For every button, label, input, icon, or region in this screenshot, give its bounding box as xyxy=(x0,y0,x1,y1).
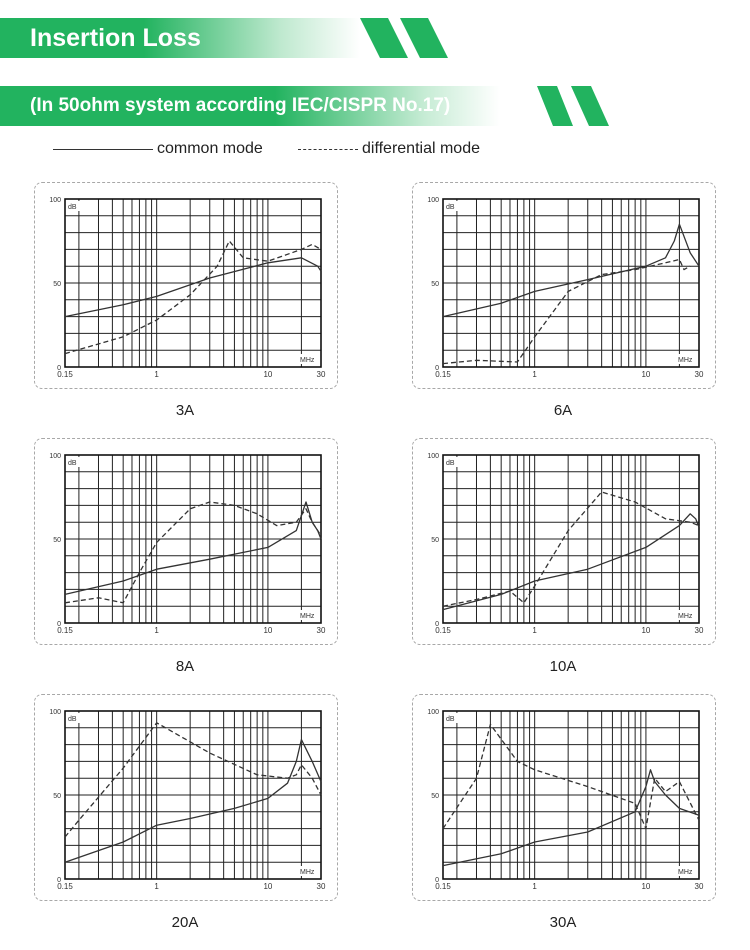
x-tick-label: 10 xyxy=(641,882,651,891)
y-tick-label: 50 xyxy=(431,281,439,288)
x-tick-label: 0.15 xyxy=(435,882,451,891)
y-tick-label: 100 xyxy=(427,709,439,716)
stripe-shape xyxy=(537,86,573,126)
common-mode-legend-line xyxy=(53,149,153,150)
section-title: Insertion Loss xyxy=(30,24,201,52)
chart-grid-lines xyxy=(65,711,321,879)
insertion-loss-chart xyxy=(413,183,715,388)
insertion-loss-chart xyxy=(413,695,715,900)
differential-mode-series-line xyxy=(443,260,690,364)
y-tick-label: 100 xyxy=(49,453,61,460)
y-tick-label: 50 xyxy=(53,537,61,544)
chart-panel xyxy=(412,182,716,389)
chart-panel xyxy=(412,694,716,901)
common-mode-series-line xyxy=(443,224,699,316)
chart-panel xyxy=(34,182,338,389)
chart-caption: 20A xyxy=(171,914,199,931)
stripe-shapes-1 xyxy=(355,18,465,58)
y-tick-label: 0 xyxy=(435,621,439,628)
x-tick-label: 0.15 xyxy=(57,882,73,891)
common-mode-series-line xyxy=(65,740,321,863)
differential-mode-series-line xyxy=(65,241,321,354)
x-axis-label: MHz xyxy=(678,869,693,876)
y-tick-label: 50 xyxy=(53,281,61,288)
x-tick-label: 1 xyxy=(532,370,537,379)
y-tick-label: 0 xyxy=(57,365,61,372)
stripe-shapes-2 xyxy=(535,86,620,126)
x-tick-label: 0.15 xyxy=(57,626,73,635)
x-axis-label: MHz xyxy=(300,869,315,876)
section-subtitle: (In 50ohm system according IEC/CISPR No.17) xyxy=(30,95,451,116)
x-tick-label: 10 xyxy=(263,370,273,379)
chart-caption: 8A xyxy=(175,658,195,675)
chart-caption: 6A xyxy=(553,402,573,419)
common-mode-series-line xyxy=(65,502,321,594)
differential-mode-series-line xyxy=(443,724,699,828)
x-tick-label: 1 xyxy=(532,882,537,891)
differential-mode-legend-line xyxy=(298,149,358,150)
y-tick-label: 100 xyxy=(49,197,61,204)
chart-caption: 10A xyxy=(549,658,577,675)
chart-legend xyxy=(0,138,750,160)
x-axis-label: MHz xyxy=(300,613,315,620)
x-tick-label: 10 xyxy=(641,370,651,379)
y-tick-label: 0 xyxy=(435,365,439,372)
chart-panel xyxy=(34,438,338,645)
x-tick-label: 10 xyxy=(263,626,273,635)
chart-grid-lines xyxy=(65,199,321,367)
x-tick-label: 10 xyxy=(641,626,651,635)
insertion-loss-chart xyxy=(413,439,715,644)
y-axis-label: dB xyxy=(68,204,77,211)
insertion-loss-chart xyxy=(35,439,337,644)
y-tick-label: 50 xyxy=(53,793,61,800)
x-tick-label: 10 xyxy=(263,882,273,891)
x-tick-label: 0.15 xyxy=(57,370,73,379)
chart-grid-lines xyxy=(443,455,699,623)
y-tick-label: 50 xyxy=(431,793,439,800)
x-tick-label: 1 xyxy=(532,626,537,635)
differential-mode-series-line xyxy=(65,502,321,603)
y-axis-label: dB xyxy=(446,716,455,723)
x-tick-label: 30 xyxy=(316,882,326,891)
y-tick-label: 100 xyxy=(427,197,439,204)
x-tick-label: 0.15 xyxy=(435,370,451,379)
stripe-shape xyxy=(360,18,408,58)
y-tick-label: 100 xyxy=(427,453,439,460)
y-axis-label: dB xyxy=(68,460,77,467)
y-tick-label: 0 xyxy=(57,877,61,884)
stripe-shape xyxy=(400,18,448,58)
x-tick-label: 30 xyxy=(694,882,704,891)
insertion-loss-chart xyxy=(35,695,337,900)
x-axis-label: MHz xyxy=(300,357,315,364)
differential-mode-legend-label: differential mode xyxy=(362,140,480,157)
y-tick-label: 0 xyxy=(435,877,439,884)
common-mode-legend-label: common mode xyxy=(157,140,263,157)
chart-grid-lines xyxy=(443,711,699,879)
subtitle-banner xyxy=(0,86,620,126)
x-axis-label: MHz xyxy=(678,357,693,364)
x-tick-label: 30 xyxy=(694,626,704,635)
y-axis-label: dB xyxy=(446,204,455,211)
x-axis-label: MHz xyxy=(678,613,693,620)
differential-mode-series-line xyxy=(65,723,321,837)
x-tick-label: 1 xyxy=(154,370,159,379)
y-tick-label: 100 xyxy=(49,709,61,716)
x-tick-label: 30 xyxy=(316,370,326,379)
stripe-shape xyxy=(571,86,609,126)
chart-caption: 3A xyxy=(175,402,195,419)
chart-panel xyxy=(412,438,716,645)
banner-stripe-decoration xyxy=(535,86,620,126)
x-tick-label: 1 xyxy=(154,882,159,891)
y-axis-label: dB xyxy=(68,716,77,723)
chart-caption: 30A xyxy=(549,914,577,931)
chart-panel xyxy=(34,694,338,901)
x-tick-label: 30 xyxy=(316,626,326,635)
insertion-loss-chart xyxy=(35,183,337,388)
y-tick-label: 0 xyxy=(57,621,61,628)
y-tick-label: 50 xyxy=(431,537,439,544)
x-tick-label: 1 xyxy=(154,626,159,635)
common-mode-series-line xyxy=(443,514,699,610)
y-axis-label: dB xyxy=(446,460,455,467)
banner-stripe-decoration xyxy=(355,18,465,58)
x-tick-label: 0.15 xyxy=(435,626,451,635)
x-tick-label: 30 xyxy=(694,370,704,379)
common-mode-series-line xyxy=(443,770,699,866)
insertion-loss-banner xyxy=(0,18,470,58)
